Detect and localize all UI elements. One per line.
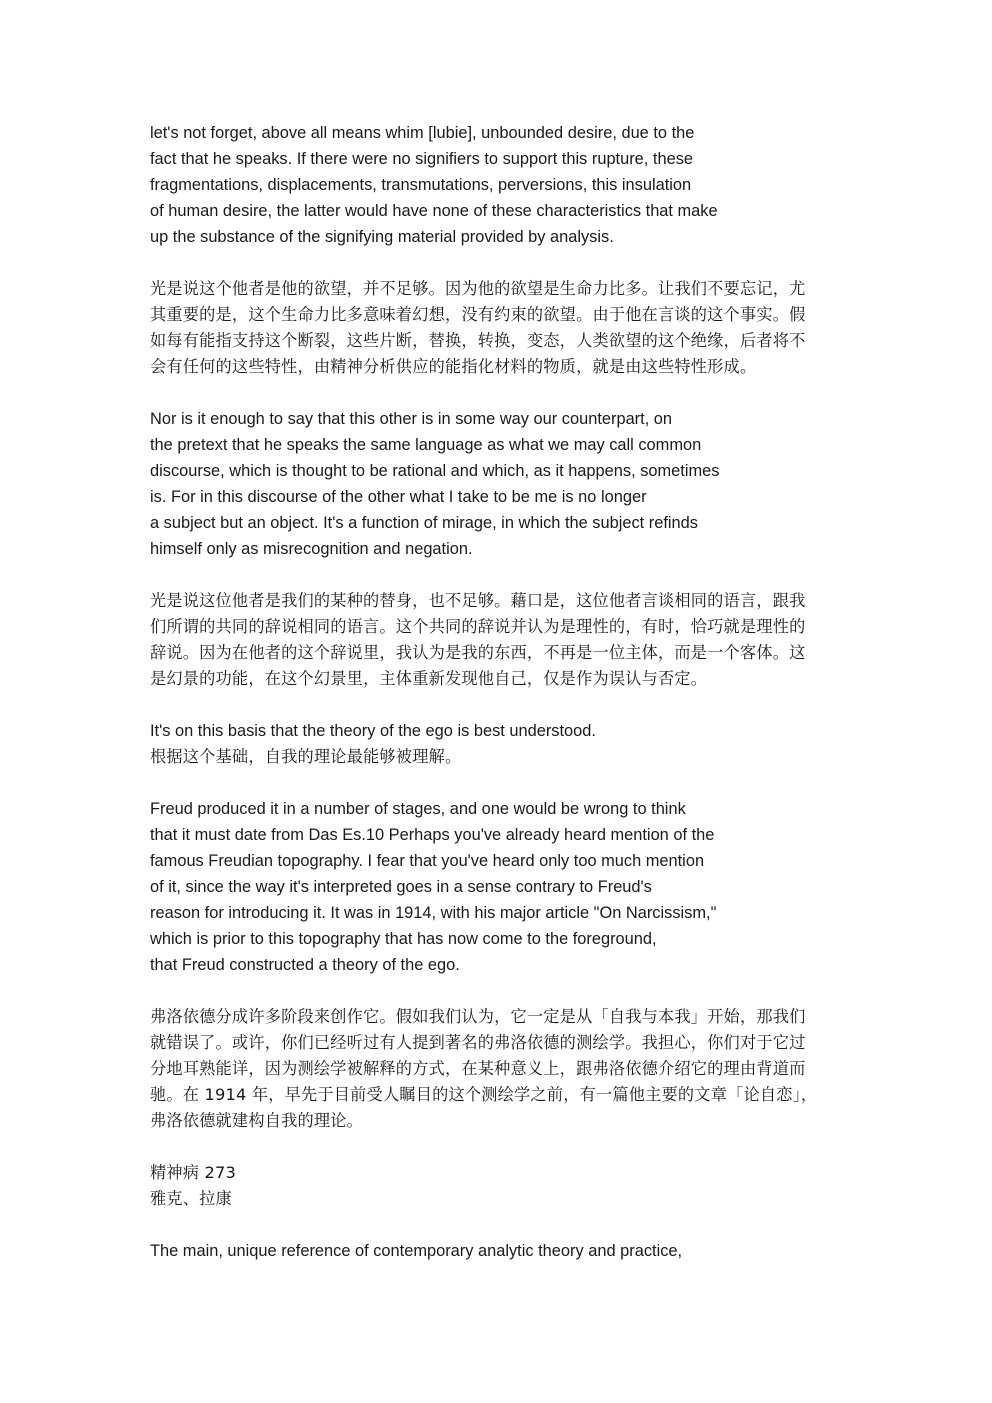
text-line: 就错误了。或许，你们已经听过有人提到著名的弗洛依德的测绘学。我担心，你们对于它过	[150, 1033, 806, 1052]
text-line: 驰。在 1914 年，早先于目前受人瞩目的这个测绘学之前，有一篇他主要的文章「论自恋」，	[150, 1085, 818, 1104]
text-line: 根据这个基础，自我的理论最能够被理解。	[150, 747, 462, 766]
text-line: let's not forget, above all means whim [lubie], unbounded desire, due to the	[150, 124, 695, 142]
text-line: 辞说。因为在他者的这个辞说里，我认为是我的东西，不再是一位主体，而是一个客体。这	[150, 643, 806, 662]
text-line: Freud produced it in a number of stages, and one would be wrong to think	[150, 800, 686, 818]
text-line: the pretext that he speaks the same language as what we may call common	[150, 436, 702, 454]
text-line: It's on this basis that the theory of the ego is best understood.	[150, 722, 596, 740]
text-line: 是幻景的功能，在这个幻景里，主体重新发现他自己，仅是作为误认与否定。	[150, 669, 708, 688]
text-line: 会有任何的这些特性，由精神分析供应的能指化材料的物质，就是由这些特性形成。	[150, 357, 757, 376]
paragraph-en-4	[150, 1238, 850, 1264]
text-line: 其重要的是，这个生命力比多意味着幻想，没有约束的欲望。由于他在言谈的这个事实。假	[150, 305, 806, 324]
text-line: that Freud constructed a theory of the ego.	[150, 956, 460, 974]
paragraph-en-1	[150, 120, 850, 250]
text-line: discourse, which is thought to be rational and which, as it happens, sometimes	[150, 462, 720, 480]
text-line: is. For in this discourse of the other what I take to be me is no longer	[150, 488, 647, 506]
running-footer-author: 雅克、拉康	[150, 1189, 232, 1208]
text-line: himself only as misrecognition and negation.	[150, 540, 473, 558]
text-line: of human desire, the latter would have none of these characteristics that make	[150, 202, 718, 220]
paragraph-mixed-1	[150, 718, 850, 770]
text-line: 们所谓的共同的辞说相同的语言。这个共同的辞说并认为是理性的，有时，恰巧就是理性的	[150, 617, 806, 636]
text-line: Nor is it enough to say that this other is in some way our counterpart, on	[150, 410, 673, 428]
text-line: The main, unique reference of contemporary analytic theory and practice,	[150, 1242, 683, 1260]
document-page	[150, 120, 850, 1264]
paragraph-zh-1	[150, 276, 850, 380]
paragraph-en-3	[150, 796, 850, 978]
text-line: of it, since the way it's interpreted goes in a sense contrary to Freud's	[150, 878, 652, 896]
text-line: 光是说这个他者是他的欲望，并不足够。因为他的欲望是生命力比多。让我们不要忘记，尤	[150, 279, 806, 298]
text-line: famous Freudian topography. I fear that you've heard only too much mention	[150, 852, 705, 870]
paragraph-zh-2	[150, 588, 850, 692]
text-line: 弗洛依德就建构自我的理论。	[150, 1111, 364, 1130]
text-line: 光是说这位他者是我们的某种的替身，也不足够。藉口是，这位他者言谈相同的语言，跟我	[150, 591, 806, 610]
paragraph-zh-3	[150, 1004, 850, 1134]
text-line: fact that he speaks. If there were no signifiers to support this rupture, these	[150, 150, 694, 168]
text-line: 如每有能指支持这个断裂，这些片断，替换，转换，变态，人类欲望的这个绝缘，后者将不	[150, 331, 806, 350]
page-footer	[150, 1160, 850, 1212]
text-line: reason for introducing it. It was in 1914, with his major article "On Narcissism,"	[150, 904, 717, 922]
text-line: 分地耳熟能详，因为测绘学被解释的方式，在某种意义上，跟弗洛依德介绍它的理由背道而	[150, 1059, 806, 1078]
paragraph-en-2	[150, 406, 850, 562]
text-line: a subject but an object. It's a function of mirage, in which the subject refinds	[150, 514, 698, 532]
text-line: that it must date from Das Es.10 Perhaps you've already heard mention of the	[150, 826, 715, 844]
text-line: which is prior to this topography that has now come to the foreground,	[150, 930, 657, 948]
text-line: fragmentations, displacements, transmutations, perversions, this insulation	[150, 176, 692, 194]
running-footer-title: 精神病 273	[150, 1163, 237, 1182]
text-line: up the substance of the signifying material provided by analysis.	[150, 228, 614, 246]
text-line: 弗洛依德分成许多阶段来创作它。假如我们认为，它一定是从「自我与本我」开始，那我们	[150, 1007, 806, 1026]
